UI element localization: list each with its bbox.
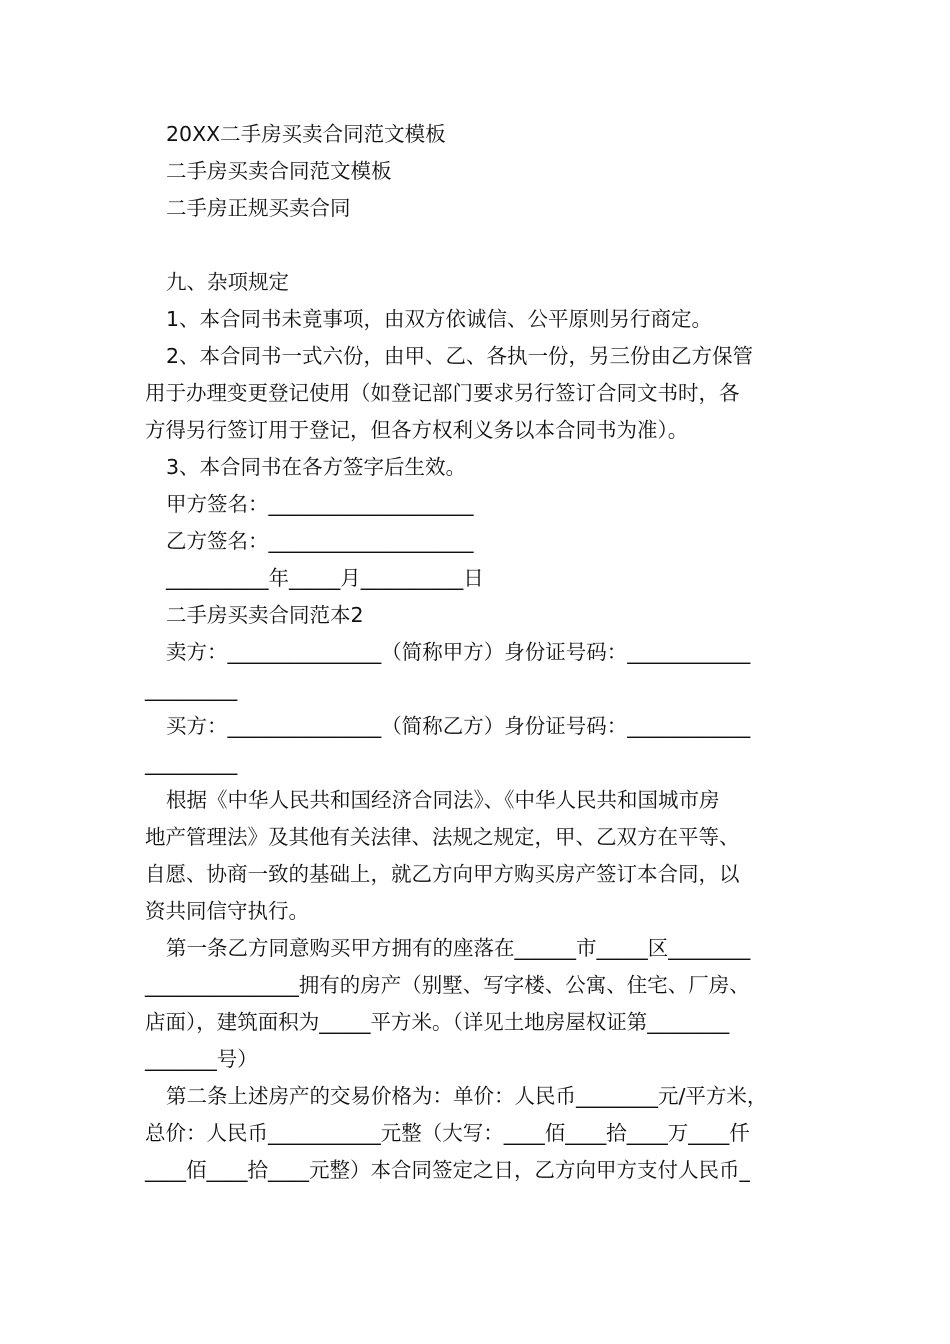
document-title: 20XX二手房买卖合同范文模板 xyxy=(166,122,446,146)
clause-1: 1、本合同书未竟事项，由双方依诚信、公平原则另行商定。 xyxy=(166,307,713,331)
document-body xyxy=(145,116,810,1189)
template-2-title: 二手房买卖合同范本2 xyxy=(166,603,364,627)
clause-3: 3、本合同书在各方签字后生效。 xyxy=(166,455,467,479)
clause-2: 2、本合同书一式六份，由甲、乙、各执一份，另三份由乙方保管 xyxy=(166,344,754,368)
basis-paragraph-line-1: 根据《中华人民共和国经济合同法》、《中华人民共和国城市房 xyxy=(166,788,720,812)
party-b-signature: 乙方签名：____________________ xyxy=(166,529,474,553)
buyer-line-continued: _________ xyxy=(145,751,238,775)
article-2-line-3: ____佰____拾____元整）本合同签定之日，乙方向甲方支付人民币_ xyxy=(145,1158,750,1182)
article-2-line-1: 第二条上述房产的交易价格为：单价：人民币________元/平方米， xyxy=(166,1084,768,1108)
document-subtitle-2: 二手房正规买卖合同 xyxy=(166,196,351,220)
basis-paragraph-line-2: 地产管理法》及其他有关法律、法规之规定，甲、乙双方在平等、 xyxy=(145,825,740,849)
signature-date: __________年_____月__________日 xyxy=(166,566,484,590)
article-1-line-4: _______号） xyxy=(145,1047,258,1071)
party-a-signature: 甲方签名：____________________ xyxy=(166,492,474,516)
article-2-line-2: 总价：人民币___________元整（大写：____佰____拾____万____仟 xyxy=(145,1121,750,1145)
article-1-line-2: _______________拥有的房产（别墅、写字楼、公寓、住宅、厂房、 xyxy=(145,973,750,997)
basis-paragraph-line-4: 资共同信守执行。 xyxy=(145,899,309,923)
buyer-line: 买方：_______________（简称乙方）身份证号码：____________ xyxy=(166,714,751,738)
basis-paragraph-line-3: 自愿、协商一致的基础上，就乙方向甲方购买房产签订本合同，以 xyxy=(145,862,740,886)
seller-line-continued: _________ xyxy=(145,677,238,701)
article-1-line-1: 第一条乙方同意购买甲方拥有的座落在______市_____区________ xyxy=(166,936,751,960)
blank-line xyxy=(145,227,810,264)
clause-2-continued-2: 方得另行签订用于登记，但各方权利义务以本合同书为准）。 xyxy=(145,418,689,442)
seller-line: 卖方：_______________（简称甲方）身份证号码：____________ xyxy=(166,640,751,664)
clause-2-continued: 用于办理变更登记使用（如登记部门要求另行签订合同文书时，各 xyxy=(145,381,740,405)
section-heading: 九、杂项规定 xyxy=(166,270,289,294)
article-1-line-3: 店面），建筑面积为_____平方米。（详见土地房屋权证第________ xyxy=(145,1010,730,1034)
document-subtitle: 二手房买卖合同范文模板 xyxy=(166,159,392,183)
